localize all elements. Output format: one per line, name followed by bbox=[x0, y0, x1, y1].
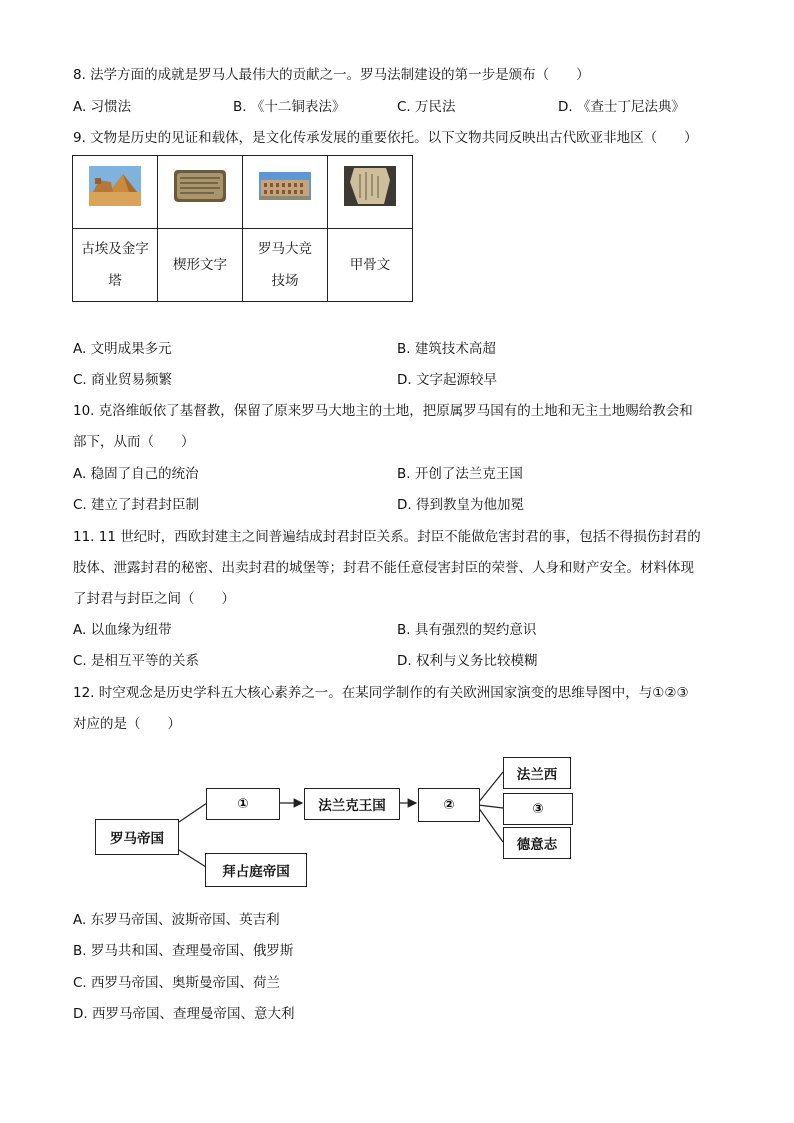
q11-option-b: B. 具有强烈的契约意识 bbox=[397, 622, 537, 638]
q12-option-c: C. 西罗马帝国、奥斯曼帝国、荷兰 bbox=[73, 975, 281, 991]
q9-option-a: A. 文明成果多元 bbox=[73, 341, 172, 357]
q12-stem-line1: 12. 时空观念是历史学科五大核心素养之一。在某同学制作的有关欧洲国家演变的思维导图中，与①②③ bbox=[73, 685, 689, 701]
q11-stem-line3: 了封君与封臣之间（ ） bbox=[73, 591, 235, 607]
q12-option-d: D. 西罗马帝国、查理曼帝国、意大利 bbox=[73, 1006, 295, 1022]
q8-option-c: C. 万民法 bbox=[397, 99, 456, 115]
q8-option-b: B. 《十二铜表法》 bbox=[233, 99, 346, 115]
q10-option-a: A. 稳固了自己的统治 bbox=[73, 466, 199, 482]
relic-label-pyramid: 古埃及金字 塔 bbox=[73, 229, 158, 302]
q11-stem-line1: 11. 11 世纪时，西欧封建主之间普遍结成封君封臣关系。封臣不能做危害封君的事，包括不得损伤封君的 bbox=[73, 529, 701, 545]
q10-option-c: C. 建立了封君封臣制 bbox=[73, 497, 200, 513]
q10-option-b: B. 开创了法兰克王国 bbox=[397, 466, 523, 482]
q8-option-d: D. 《查士丁尼法典》 bbox=[558, 99, 685, 115]
q10-option-d: D. 得到教皇为他加冕 bbox=[397, 497, 524, 513]
q8-option-a: A. 习惯法 bbox=[73, 99, 132, 115]
q11-option-a: A. 以血缘为纽带 bbox=[73, 622, 172, 638]
q9-stem: 9. 文物是历史的见证和载体，是文化传承发展的重要依托。以下文物共同反映出古代欧亚非地区（ ） bbox=[73, 130, 698, 146]
q11-option-c: C. 是相互平等的关系 bbox=[73, 653, 200, 669]
q11-stem-line2: 肢体、泄露封君的秘密、出卖封君的城堡等；封君不能任意侵害封臣的荣誉、人身和财产安全。材料体现 bbox=[73, 560, 694, 576]
q9-option-d: D. 文字起源较早 bbox=[397, 372, 497, 388]
node-france: 法兰西 bbox=[503, 757, 571, 789]
q12-stem-line2: 对应的是（ ） bbox=[73, 716, 181, 732]
q8-stem: 8. 法学方面的成就是罗马人最伟大的贡献之一。罗马法制建设的第一步是颁布（ ） bbox=[73, 67, 590, 83]
q12-option-a: A. 东罗马帝国、波斯帝国、英吉利 bbox=[73, 912, 280, 928]
node-frankish-kingdom: 法兰克王国 bbox=[304, 788, 400, 820]
q11-option-d: D. 权利与义务比较模糊 bbox=[397, 653, 538, 669]
relic-label-cuneiform: 楔形文字 bbox=[158, 229, 243, 302]
node-roman-empire: 罗马帝国 bbox=[95, 819, 179, 855]
node-blank-1: ① bbox=[206, 788, 280, 820]
q9-option-b: B. 建筑技术高超 bbox=[397, 341, 496, 357]
q9-option-c: C. 商业贸易频繁 bbox=[73, 372, 173, 388]
node-blank-2: ② bbox=[418, 788, 480, 822]
q12-option-b: B. 罗马共和国、查理曼帝国、俄罗斯 bbox=[73, 943, 294, 959]
relic-label-colosseum: 罗马大竞 技场 bbox=[243, 229, 328, 302]
node-blank-3: ③ bbox=[503, 793, 573, 825]
q10-stem-line2: 部下，从而（ ） bbox=[73, 434, 195, 450]
q10-stem-line1: 10. 克洛维皈依了基督教，保留了原来罗马大地主的土地，把原属罗马国有的土地和无主土地赐给教会和 bbox=[73, 403, 693, 419]
node-byzantine-empire: 拜占庭帝国 bbox=[205, 853, 307, 887]
node-germany: 德意志 bbox=[503, 827, 571, 859]
relic-label-oracle-bone: 甲骨文 bbox=[328, 229, 413, 302]
